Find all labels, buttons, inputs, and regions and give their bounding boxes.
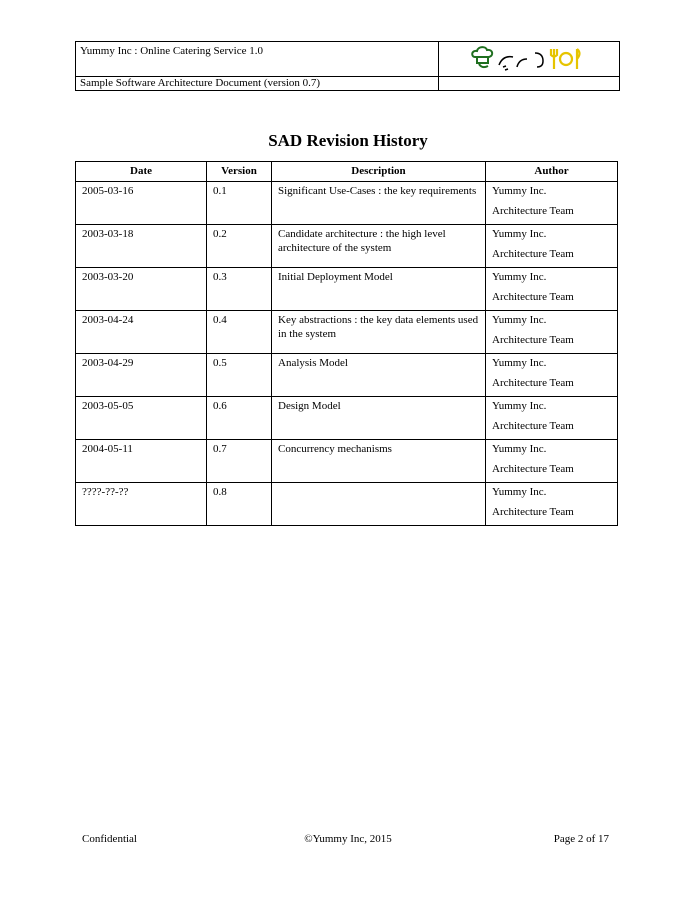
author-team: Architecture Team <box>492 334 574 346</box>
cell-version: 0.4 <box>207 311 272 354</box>
header-logo-cell <box>439 42 620 77</box>
cell-version: 0.5 <box>207 354 272 397</box>
cell-date: 2003-03-18 <box>76 225 207 268</box>
cell-author <box>486 440 618 483</box>
cell-author <box>486 225 618 268</box>
cell-version: 0.1 <box>207 182 272 225</box>
cell-author <box>486 268 618 311</box>
column-header-description: Description <box>272 162 486 182</box>
yummy-logo-icon <box>469 45 589 73</box>
revision-history-table <box>75 161 618 526</box>
column-header-date: Date <box>76 162 207 182</box>
column-header-author: Author <box>486 162 618 182</box>
footer-copyright: ©Yummy Inc, 2015 <box>304 833 392 845</box>
header-empty-cell <box>439 77 620 91</box>
cell-version: 0.3 <box>207 268 272 311</box>
table-row <box>76 182 618 225</box>
table-row <box>76 440 618 483</box>
cell-author <box>486 397 618 440</box>
cell-date: 2003-04-24 <box>76 311 207 354</box>
table-row <box>76 225 618 268</box>
header-document-name: Sample Software Architecture Document (version 0.7) <box>76 77 439 91</box>
cell-date: ????-??-?? <box>76 483 207 526</box>
author-team: Architecture Team <box>492 291 574 303</box>
author-company: Yummy Inc. <box>492 314 547 326</box>
cell-version: 0.6 <box>207 397 272 440</box>
author-company: Yummy Inc. <box>492 400 547 412</box>
cell-date: 2003-04-29 <box>76 354 207 397</box>
cell-description: Design Model <box>272 397 486 440</box>
author-team: Architecture Team <box>492 420 574 432</box>
author-company: Yummy Inc. <box>492 357 547 369</box>
author-company: Yummy Inc. <box>492 185 547 197</box>
footer-confidential: Confidential <box>82 833 137 845</box>
author-team: Architecture Team <box>492 205 574 217</box>
cell-description: Key abstractions : the key data elements used in the system <box>272 311 486 354</box>
cell-version: 0.7 <box>207 440 272 483</box>
author-team: Architecture Team <box>492 506 574 518</box>
table-row <box>76 483 618 526</box>
cell-author <box>486 311 618 354</box>
author-company: Yummy Inc. <box>492 228 547 240</box>
table-row <box>76 354 618 397</box>
cell-author <box>486 483 618 526</box>
cell-author <box>486 182 618 225</box>
cell-date: 2003-03-20 <box>76 268 207 311</box>
author-team: Architecture Team <box>492 463 574 475</box>
document-header <box>75 41 620 91</box>
cell-date: 2005-03-16 <box>76 182 207 225</box>
cell-version: 0.2 <box>207 225 272 268</box>
cell-description: Concurrency mechanisms <box>272 440 486 483</box>
cell-author <box>486 354 618 397</box>
footer-page-number: Page 2 of 17 <box>553 833 609 845</box>
table-header-row <box>76 162 618 182</box>
cell-date: 2003-05-05 <box>76 397 207 440</box>
author-company: Yummy Inc. <box>492 486 547 498</box>
column-header-version: Version <box>207 162 272 182</box>
cell-date: 2004-05-11 <box>76 440 207 483</box>
author-company: Yummy Inc. <box>492 443 547 455</box>
page-title: SAD Revision History <box>268 131 428 150</box>
cell-description <box>272 483 486 526</box>
cell-description: Candidate architecture : the high level architecture of the system <box>272 225 486 268</box>
author-company: Yummy Inc. <box>492 271 547 283</box>
cell-description: Significant Use-Cases : the key requirements <box>272 182 486 225</box>
author-team: Architecture Team <box>492 248 574 260</box>
cell-description: Analysis Model <box>272 354 486 397</box>
cell-description: Initial Deployment Model <box>272 268 486 311</box>
table-row <box>76 268 618 311</box>
table-row <box>76 397 618 440</box>
cell-version: 0.8 <box>207 483 272 526</box>
table-row <box>76 311 618 354</box>
author-team: Architecture Team <box>492 377 574 389</box>
header-product-name: Yummy Inc : Online Catering Service 1.0 <box>76 42 439 77</box>
